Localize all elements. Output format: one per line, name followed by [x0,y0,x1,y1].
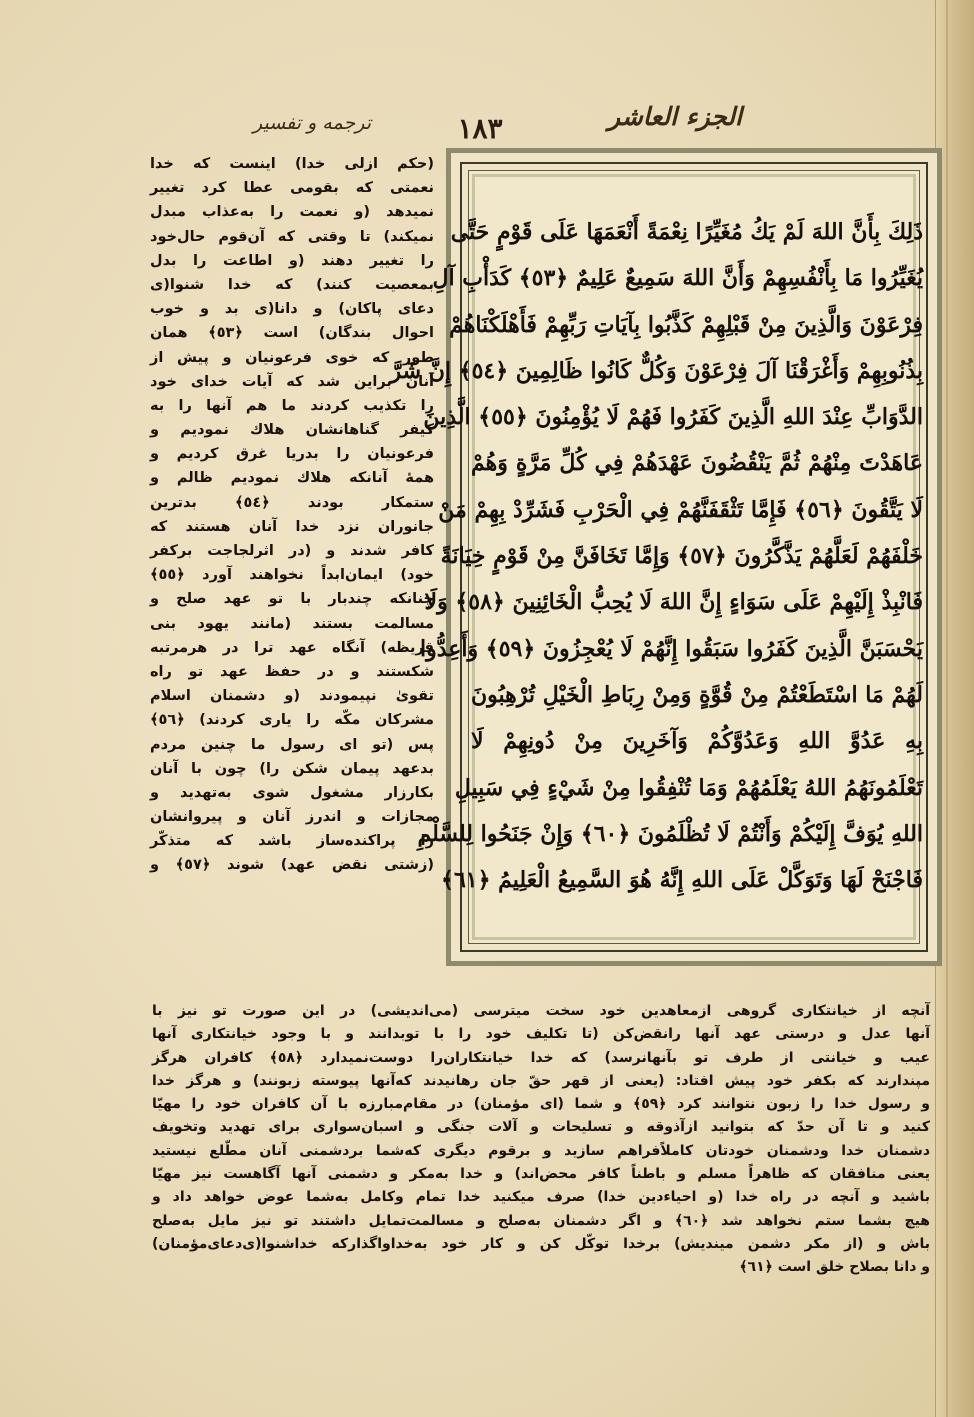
commentary-block [152,1000,930,1280]
quran-verse-line: ذَلِكَ بِأَنَّ اللهَ لَمْ يَكُ مُغَيِّرًا نِعْمَةً أَنْعَمَهَا عَلَى قَوْمٍ حَتَّى [450,219,923,245]
quran-verse-line: بِهِ عَدُوَّ اللهِ وَعَدُوَّكُمْ وَآخَرِينَ مِنْ دُونِهِمْ لَا [471,728,923,755]
translation-line: خود) ایمان‌ابداً نخواهند آورد ﴿٥٥﴾ [150,567,434,584]
translation-column [150,152,434,878]
quran-verse-line: فَاجْنَحْ لَهَا وَتَوَكَّلْ عَلَى اللهِ إِنَّهُ هُوَ السَّمِيعُ الْعَلِيمُ ﴿٦١﴾ [441,867,923,894]
translation-line: احوال بندگان) است ﴿٥٣﴾ همان [150,325,434,342]
translation-line: نمیکند) تا وقتی که آن‌قوم حال‌خود [150,228,434,245]
translation-line: نعمتی که بقومی عطا کرد تغییر [150,180,434,197]
translation-line: فرعونیان را بدریا غرق کردیم و [150,446,434,463]
translation-line: (زشتی نقض عهد) شوند ﴿٥٧﴾ و [150,857,434,874]
translation-line: چنانکه چندبار با تو عهد صلح و [150,591,434,608]
quran-verse-line: فَانْبِذْ إِلَيْهِمْ عَلَى سَوَاءٍ إِنَّ اللهَ لَا يُحِبُّ الْخَائِنِينَ ﴿٥٨﴾ وَلَا [424,589,923,616]
commentary-line: آنچه از خیانتکاری گروهی ازمعاهدین خود سخت میترسی (می‌اندیشی) در این صورت تو نیز با [152,1003,930,1019]
translation-line: همهٔ آنانکه هلاك نمودیم ظالم و [150,470,434,487]
commentary-line: هیچ بشما ستم نخواهد شد ﴿٦٠﴾ و اگر دشمنان به‌صلح و مسالمت‌تمایل داشتند تو نیز مایل به‌صلح [152,1212,930,1229]
quran-verse-line: اللهِ يُوَفَّ إِلَيْكُمْ وَأَنْتُمْ لَا تُظْلَمُونَ ﴿٦٠﴾ وَإِنْ جَنَحُوا لِلسَّلْمِ [417,820,923,847]
quran-verse-line: لَا يَتَّقُونَ ﴿٥٦﴾ فَإِمَّا تَثْقَفَنَّهُمْ فِي الْحَرْبِ فَشَرِّدْ بِهِمْ مَنْ [438,496,923,523]
translation-line: بکارزار مشغول شوی به‌تهدید و [150,784,434,801]
translation-line: قریظه) آنگاه عهد ترا در هرمرتبه [150,639,434,656]
quran-verse-line: يَحْسَبَنَّ الَّذِينَ كَفَرُوا سَبَقُوا إِنَّهُمْ لَا يُعْجِزُونَ ﴿٥٩﴾ وَأَعِدُّوا [420,635,923,662]
translation-line: را تکذیب کردند ما هم آنها را به [150,397,434,414]
translation-line: تقویٰ نپیمودند (و دشمنان اسلام [150,688,434,705]
tafsir-title: ترجمه و تفسیر [252,112,371,134]
commentary-line: باش و (از مکر دشمن میندیش) برخدا توکّل کن و کار خود به‌خداواگذارکه خداشنوا(ی‌دعای‌مؤمنان) [152,1235,930,1252]
commentary-line: عیب و خیانتی از طرف تو بآنهانرسد) که خدا خیانتکاران‌را دوست‌نمیدارد ﴿٥٨﴾ کافران هرگز [152,1049,930,1066]
commentary-line: باشید و آنچه در راه خدا (و احیاء‌دین خدا) صرف میکنید خدا تمام وکامل به‌شما عوض خواهد داد و [152,1189,930,1206]
translation-line: کیفر گناهانشان هلاك نمودیم و [150,422,434,439]
translation-line: آنان براین شد که آیات خدای خود [150,373,434,390]
translation-line: نمیدهد (و نعمت را به‌عذاب مبدل [150,204,434,221]
translation-line: پس (تو ای رسول ما چنین مردم [150,736,434,753]
translation-line: را پراکنده‌ساز باشد که متذکّر [150,833,434,850]
commentary-line: و رسول خدا را زبون نتوانند کرد ﴿٥٩﴾ و شما (ای مؤمنان) در مقام‌مبارزه با آن کافران خود را مهیّا [152,1096,931,1113]
quran-verse-line: الدَّوَابِّ عِنْدَ اللهِ الَّذِينَ كَفَرُوا فَهُمْ لَا يُؤْمِنُونَ ﴿٥٥﴾ الَّذِينَ [423,404,923,431]
quran-verse-line: لَهُمْ مَا اسْتَطَعْتُمْ مِنْ قُوَّةٍ وَمِنْ رِبَاطِ الْخَيْلِ تُرْهِبُونَ [471,681,923,708]
commentary-line: و دانا بصلاح خلق است ﴿٦١﴾ [739,1259,930,1276]
quran-text-frame [390,148,942,966]
translation-line: شکستند و در حفظ عهد تو راه [150,663,434,680]
commentary-line: یعنی منافقان که ظاهراً مسلم و باطناً کافر محض‌اند) و خدا به‌مکر و دشمنی آنها آگاهست نیز مهیّا [152,1166,930,1183]
quran-verse-line: فِرْعَوْنَ وَالَّذِينَ مِنْ قَبْلِهِمْ كَذَّبُوا بِآيَاتِ رَبِّهِمْ فَأَهْلَكْنَاهُمْ [449,311,923,338]
quran-verse-line: خَلْفَهُمْ لَعَلَّهُمْ يَذَّكَّرُونَ ﴿٥٧﴾ وَإِمَّا تَخَافَنَّ مِنْ قَوْمٍ خِيَانَةً [440,543,923,570]
translation-line: را تغییر دهند (و اطاعت را بدل [150,252,434,269]
quran-verse-line: عَاهَدْتَ مِنْهُمْ ثُمَّ يَنْقُضُونَ عَهْدَهُمْ فِي كُلِّ مَرَّةٍ وَهُمْ [471,450,923,477]
commentary-line: آنها عدل و درستی عهد آنها رانقض‌کن (تا تکلیف خود را با توبدانند و با وجود خیانتکاری آنها [152,1026,930,1043]
translation-line: جانوران نزد خدا آنان هستند که [150,518,434,535]
spine-edge-line [946,0,948,1417]
translation-line: بمعصیت کنند) که خدا شنوا(ی [150,276,434,293]
commentary-line: کنید و تا آن حدّ که بتوانید ازآذوقه و تسلیحات و آلات جنگی و اسبان‌سواری برای تهدید وتخویف [152,1119,930,1136]
translation-line: مشرکان مکّه را یاری کردند) ﴿٥٦﴾ [150,712,434,729]
quran-verse-line: يُغَيِّرُوا مَا بِأَنْفُسِهِمْ وَأَنَّ اللهَ سَمِيعٌ عَلِيمٌ ﴿٥٣﴾ كَدَأْبِ آلِ [432,265,923,292]
quran-verses [390,209,923,903]
commentary-line: مپندارند که بکفر خود پیش افتاد: (یعنی از قهر حقّ جان رهانیدند که‌آنها پیوسته زبونند) و هرگز خدا [152,1072,930,1089]
quran-verse-line: تَعْلَمُونَهُمُ اللهُ يَعْلَمُهُمْ وَمَا تُنْفِقُوا مِنْ شَيْءٍ فِي سَبِيلِ [454,774,923,801]
page-number: ١٨٣ [457,112,503,145]
commentary-line: دشمنان خدا ودشمنان خودتان کاملاًفراهم سازید و برقوم دیگری که‌شما بردشمنی آنان مطّلع نیستید [152,1142,930,1159]
translation-line: دعای پاکان) و دانا(ی بد و خوب [150,301,434,318]
translation-line: (حکم ازلی خدا) اینست که خدا [150,156,434,172]
translation-line: مجازات و اندرز آنان و پیروانشان [150,809,434,826]
translation-line: ستمکار بودند ﴿٥٤﴾ بدترین [150,494,435,511]
translation-line: کافر شدند و (در اثرلجاجت برکفر [150,543,434,559]
juz-title: الجزء العاشر [608,102,742,131]
quran-verse-line: بِذُنُوبِهِمْ وَأَغْرَقْنَا آلَ فِرْعَوْنَ وَكُلٌّ كَانُوا ظَالِمِينَ ﴿٥٤﴾ إِنَّ شَرَّ [390,357,923,384]
translation-line: مسالمت بستند (مانند یهود بنی [150,615,434,632]
translation-line: بدعهد پیمان شکن را) چون با آنان [150,760,434,777]
translation-line: طور که خوی فرعونیان و پیش از [150,349,434,366]
